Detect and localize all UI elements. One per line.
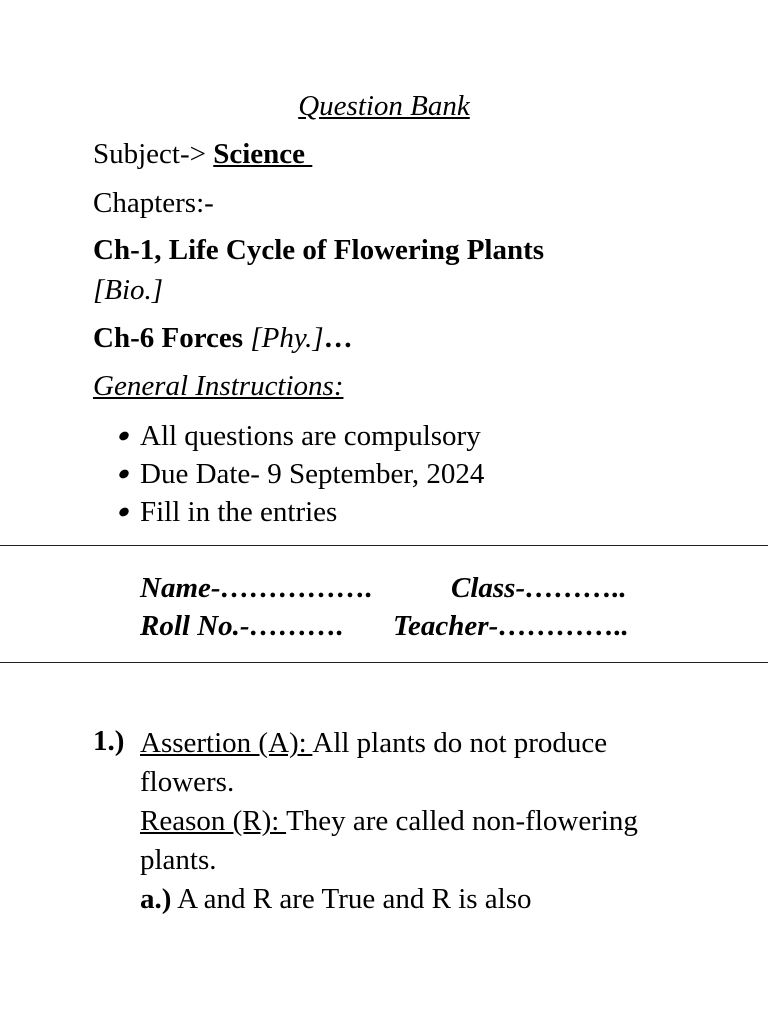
reason-line bbox=[140, 802, 640, 880]
name-field-label: Name-……………. bbox=[140, 572, 373, 604]
option-a-line bbox=[140, 880, 640, 919]
instruction-item: Fill in the entries bbox=[114, 493, 484, 531]
assertion-label: Assertion (A): bbox=[140, 727, 313, 759]
instructions-heading: General Instructions: bbox=[93, 370, 344, 402]
chapter-6-ellipsis: … bbox=[323, 322, 353, 354]
chapter-1-name: Ch-1, Life Cycle of Flowering Plants bbox=[93, 234, 545, 266]
class-field-label: Class-……….. bbox=[451, 572, 627, 604]
teacher-field-label: Teacher-………….. bbox=[393, 610, 629, 642]
assertion-line bbox=[140, 724, 640, 802]
subject-label: Subject-> bbox=[93, 138, 214, 170]
divider-top bbox=[0, 545, 768, 546]
option-a-label: a.) bbox=[140, 883, 172, 915]
question-body bbox=[140, 724, 640, 919]
subject-value: Science bbox=[213, 138, 313, 170]
chapters-label: Chapters:- bbox=[93, 187, 214, 219]
instruction-item: All questions are compulsory bbox=[114, 417, 484, 455]
page-title: Question Bank bbox=[298, 90, 470, 122]
subject-line bbox=[93, 137, 312, 171]
instructions-list bbox=[114, 417, 484, 531]
reason-label: Reason (R): bbox=[140, 805, 287, 837]
instruction-item: Due Date- 9 September, 2024 bbox=[114, 455, 484, 493]
chapter-6-line bbox=[93, 321, 353, 355]
reason-text: They are called non-flowering plants. bbox=[140, 805, 638, 876]
assertion-text: All plants do not produce flowers. bbox=[140, 727, 608, 798]
option-a-text: A and R are True and R is also bbox=[171, 883, 532, 915]
divider-bottom bbox=[0, 662, 768, 663]
chapter-6-name: Ch-6 Forces bbox=[93, 322, 251, 354]
chapter-6-tag: [Phy.] bbox=[250, 322, 324, 354]
chapter-1-tag: [Bio.] bbox=[93, 274, 164, 306]
question-number: 1.) bbox=[93, 725, 125, 757]
roll-field-label: Roll No.-………. bbox=[140, 610, 344, 642]
